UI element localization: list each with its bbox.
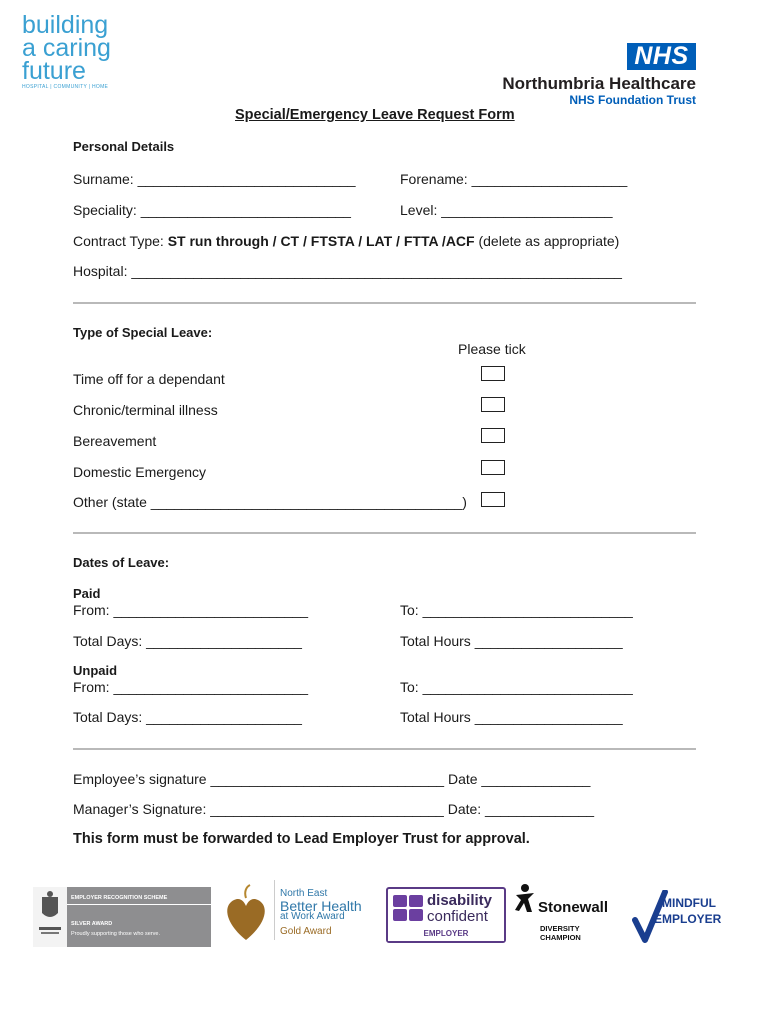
level-field[interactable]: Level: ______________________: [400, 202, 613, 218]
please-tick-label: Please tick: [458, 341, 526, 357]
contract-type-line[interactable]: [73, 233, 619, 249]
people-icon: [393, 895, 407, 907]
logo-word: disability: [427, 892, 493, 909]
paid-from-field[interactable]: From: _________________________: [73, 602, 309, 618]
award-tagline: Proudly supporting those who serve.: [71, 931, 160, 937]
forename-field[interactable]: Forename: ____________________: [400, 171, 628, 187]
tick-box-domestic[interactable]: [481, 460, 505, 475]
section-divider: [73, 748, 696, 750]
mindful-employer-logo: [632, 890, 722, 944]
logo-line: building: [22, 11, 109, 39]
logo-tagline: HOSPITAL | COMMUNITY | HOME: [22, 84, 109, 90]
logo-level: EMPLOYER: [388, 927, 504, 941]
manager-signature-field[interactable]: Manager’s Signature: ______________________________ Date: ______________: [73, 801, 595, 817]
unpaid-to-field[interactable]: To: ___________________________: [400, 679, 633, 695]
leave-option-dependant: Time off for a dependant: [73, 371, 225, 387]
paid-to-field[interactable]: To: ___________________________: [400, 602, 633, 618]
contract-type-note: (delete as appropriate): [474, 233, 620, 249]
better-health-at-work-award-logo: [222, 880, 382, 942]
logo-divider: [274, 880, 275, 940]
award-level: SILVER AWARD: [71, 921, 113, 927]
section-divider: [73, 302, 696, 304]
armed-forces-covenant-emblem: [33, 887, 67, 947]
logo-word: MINDFUL: [662, 896, 716, 910]
surname-field[interactable]: Surname: ____________________________: [73, 171, 356, 187]
section-heading-personal: Personal Details: [73, 139, 175, 154]
logo-line: a caring: [22, 34, 111, 62]
form-title: Special/Emergency Leave Request Form: [235, 107, 515, 123]
paid-total-days-field[interactable]: Total Days: ____________________: [73, 633, 302, 649]
nhs-logo: NHS: [627, 43, 696, 70]
paid-label: Paid: [73, 586, 101, 601]
tick-box-dependant[interactable]: [481, 366, 505, 381]
tick-box-other[interactable]: [481, 492, 505, 507]
leaf-heart-icon: [222, 884, 270, 942]
employee-signature-field[interactable]: Employee’s signature ______________________________ Date ______________: [73, 771, 591, 787]
panel-divider: [67, 904, 211, 905]
logo-word: Stonewall: [538, 899, 609, 916]
chart-icon: [409, 895, 423, 907]
logo-word: confident: [427, 908, 488, 925]
unpaid-total-days-field[interactable]: Total Days: ____________________: [73, 709, 302, 725]
logo-line: future: [22, 57, 86, 85]
figure-icon: [514, 883, 540, 913]
paid-total-hours-field[interactable]: Total Hours ___________________: [400, 633, 623, 649]
unpaid-from-field[interactable]: From: _________________________: [73, 679, 309, 695]
hospital-field[interactable]: Hospital: _______________________________________________________________: [73, 263, 622, 279]
section-divider: [73, 532, 696, 534]
contract-type-options: ST run through / CT / FTSTA / LAT / FTTA /ACF: [167, 233, 475, 249]
unpaid-label: Unpaid: [73, 663, 118, 678]
logo-sub: DIVERSITY CHAMPION: [540, 924, 581, 942]
building-a-caring-future-logo: [22, 11, 111, 85]
employer-recognition-silver-award-logo: [33, 887, 211, 947]
stonewall-diversity-champion-logo: [514, 883, 618, 942]
crest-icon: [33, 887, 67, 947]
leave-option-bereavement: Bereavement: [73, 433, 157, 449]
approval-note: This form must be forwarded to Lead Employer Trust for approval.: [73, 831, 530, 847]
leave-option-other[interactable]: Other (state ________________________________________): [73, 494, 467, 510]
award-level: Gold Award: [280, 926, 332, 937]
scheme-title: EMPLOYER RECOGNITION SCHEME: [71, 895, 168, 901]
award-line: Better Health: [280, 898, 362, 914]
logo-word: EMPLOYER: [654, 912, 722, 926]
trust-name: NHS Foundation Trust: [569, 93, 696, 107]
unpaid-total-hours-field[interactable]: Total Hours ___________________: [400, 709, 623, 725]
leave-option-illness: Chronic/terminal illness: [73, 402, 218, 418]
section-heading-leave-type: Type of Special Leave:: [73, 325, 213, 340]
award-panel: [67, 887, 211, 947]
contract-type-label: Contract Type:: [73, 233, 168, 249]
leave-option-domestic: Domestic Emergency: [73, 464, 207, 480]
speciality-field[interactable]: Speciality: ___________________________: [73, 202, 351, 218]
section-heading-dates: Dates of Leave:: [73, 555, 170, 570]
lock-icon: [393, 909, 407, 921]
award-line: North East: [280, 888, 328, 899]
tick-box-illness[interactable]: [481, 397, 505, 412]
award-line: at Work Award: [280, 911, 345, 922]
image-icon: [409, 909, 423, 921]
organisation-name: Northumbria Healthcare: [502, 74, 696, 93]
disability-confident-employer-logo: [386, 887, 506, 943]
tick-box-bereavement[interactable]: [481, 428, 505, 443]
